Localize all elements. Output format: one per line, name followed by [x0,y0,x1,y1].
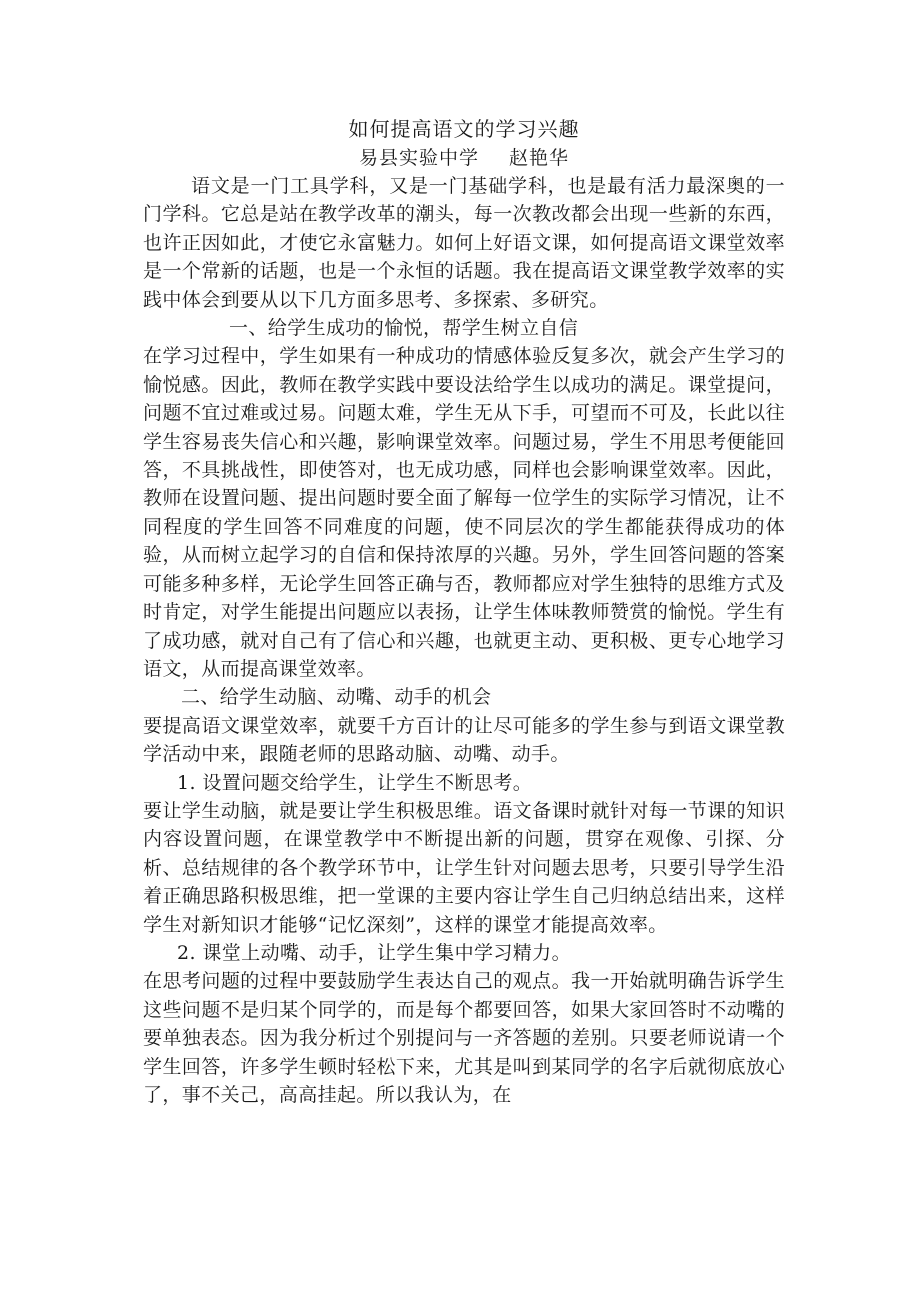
section2-heading: 二、给学生动脑、动嘴、动手的机会 [181,686,492,709]
section2-paragraph: 要提高语文课堂效率，就要千方百计的让尽可能多的学生参与到语文课堂教学活动中来，跟随老师的思路动脑、动嘴、动手。 [143,714,785,766]
document-title: 如何提高语文的学习兴趣 [348,117,580,141]
item1-heading: 1. 设置问题交给学生，让学生不断思考。 [177,771,533,794]
item2-heading: 2. 课堂上动嘴、动手，让学生集中学习精力。 [177,941,571,964]
section1-paragraph: 在学习过程中，学生如果有一种成功的情感体验反复多次，就会产生学习的愉悦感。因此，教师在教学实践中要设法给学生以成功的满足。课堂提问，问题不宜过难或过易。问题太难，学生无从下手，可望而不可及，长此以往学生容易丧失信心和兴趣，影响课堂效率。问题过易，学生不用思考便能回答，不具挑战性，即使答对，也无成功感，同样也会影响课堂效率。因此，教师在设置问题、提出问题时要全面了解每一位学生的实际学习情况，让不同程度的学生回答不同难度的问题，使不同层次的学生都能获得成功的体验，从而树立起学习的自信和保持浓厚的兴趣。另外，学生回答问题的答案可能多种多样，无论学生回答正确与否，教师都应对学生独特的思维方式及时肯定，对学生能提出问题应以表扬，让学生体味教师赞赏的愉悦。学生有了成功感，就对自己有了信心和兴趣，也就更主动、更积极、更专心地学习语文，从而提高课堂效率。 [143,345,785,680]
author-name: 赵艳华 [509,147,570,169]
section1-heading: 一、给学生成功的愉悦，帮学生树立自信 [229,317,579,340]
document-body [143,114,785,1109]
document-byline [143,144,785,172]
school-name: 易县实验中学 [358,147,479,169]
item2-paragraph: 在思考问题的过程中要鼓励学生表达自己的观点。我一开始就明确告诉学生这些问题不是归某个同学的，而是每个都要回答，如果大家回答时不动嘴的要单独表态。因为我分析过个别提问与一齐答题的差别。只要老师说请一个学生回答，许多学生顿时轻松下来，尤其是叫到某同学的名字后就彻底放心了，事不关己，高高挂起。所以我认为，在 [143,970,785,1106]
intro-paragraph: 语文是一门工具学科，又是一门基础学科，也是最有活力最深奥的一门学科。它总是站在教学改革的潮头，每一次教改都会出现一些新的东西，也许正因如此，才使它永富魅力。如何上好语文课，如何提高语文课堂效率是一个常新的话题，也是一个永恒的话题。我在提高语文课堂教学效率的实践中体会到要从以下几方面多思考、多探索、多研究。 [143,175,785,311]
item1-paragraph: 要让学生动脑，就是要让学生积极思维。语文备课时就针对每一节课的知识内容设置问题，在课堂教学中不断提出新的问题，贯穿在观像、引探、分析、总结规律的各个教学环节中，让学生针对问题去思考，只要引导学生沿着正确思路积极思维，把一堂课的主要内容让学生自己归纳总结出来，这样学生对新知识才能够“记忆深刻”，这样的课堂才能提高效率。 [143,799,785,936]
